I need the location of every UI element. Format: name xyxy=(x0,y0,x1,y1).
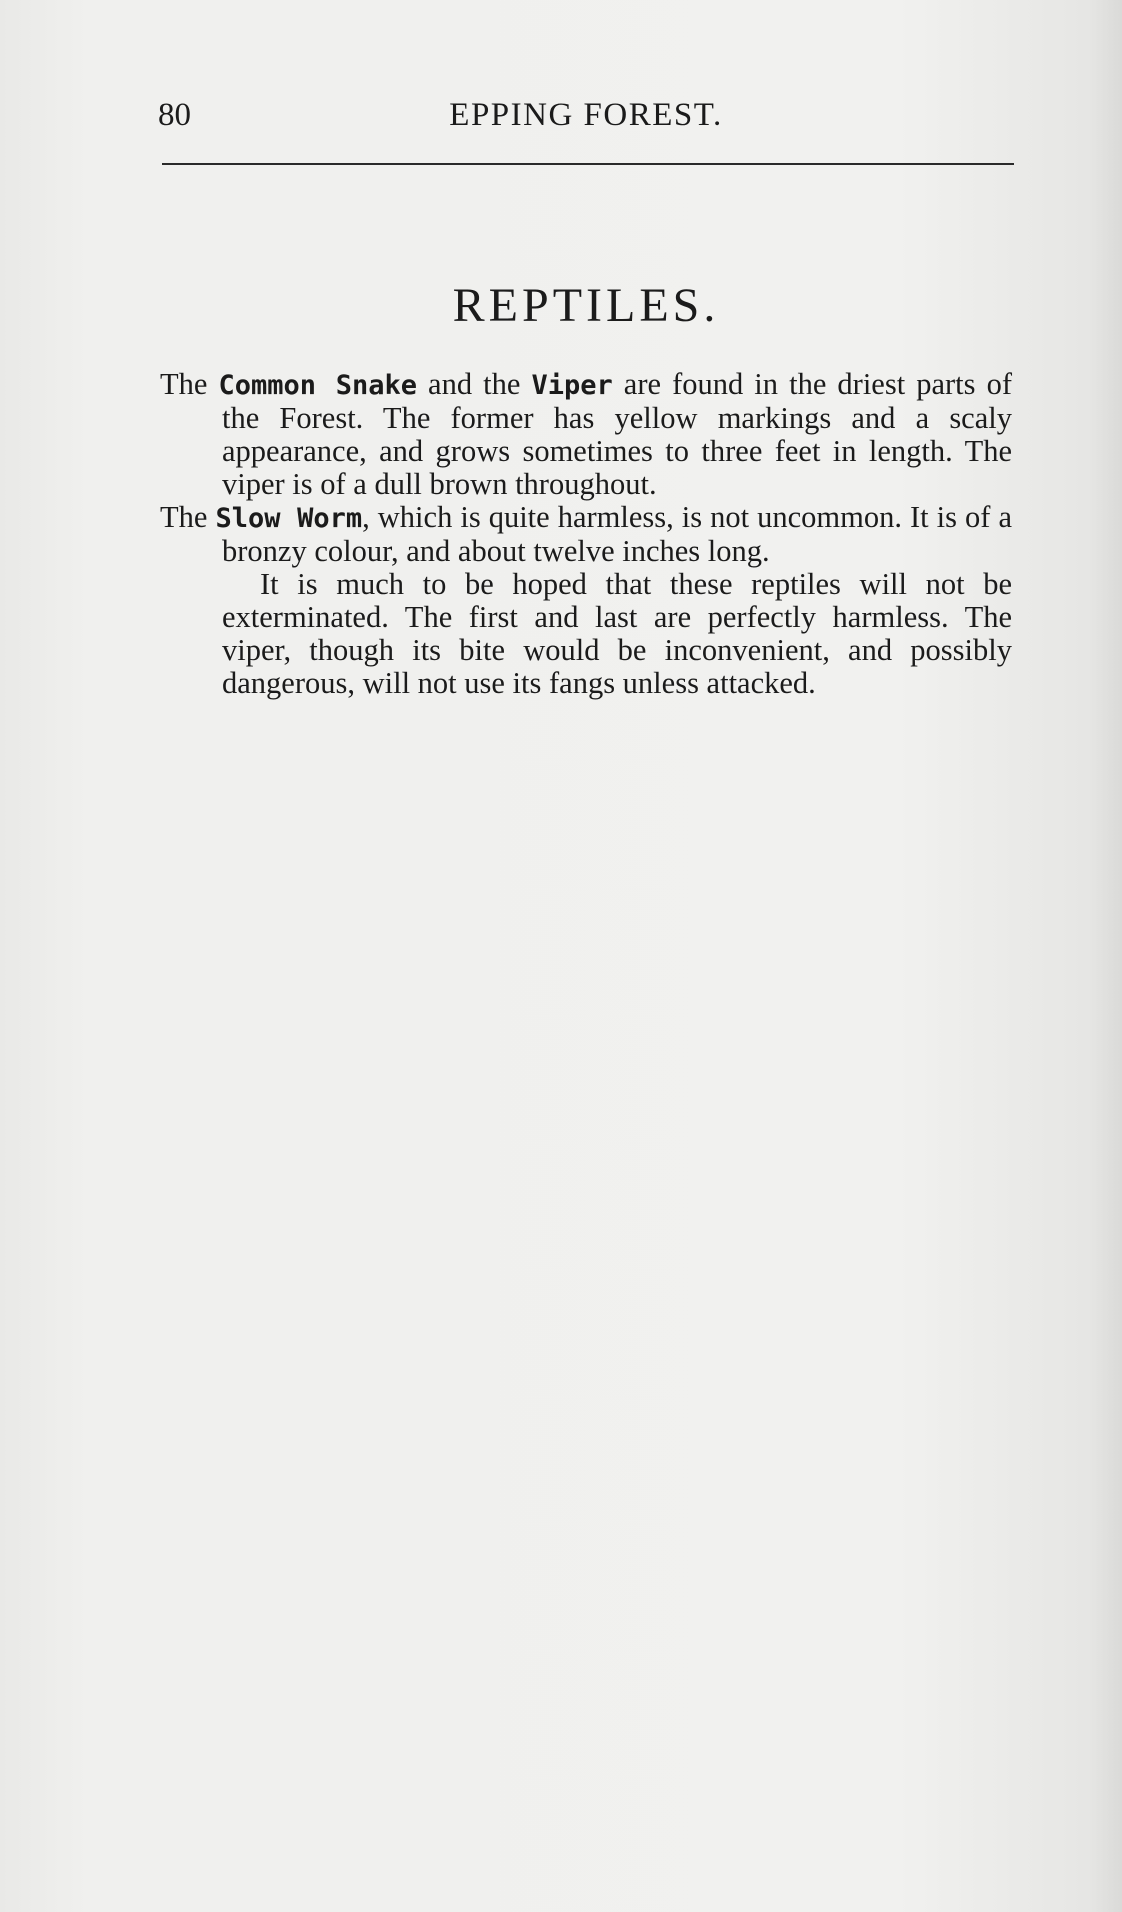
term-common-snake: Common Snake xyxy=(218,370,417,401)
entry-text: are found in the driest parts of the Forest. The former has yellow markings and a scaly appearance, and grows sometimes to three feet in length. The viper is of a dull brown throughout. xyxy=(222,367,1012,501)
term-viper: Viper xyxy=(531,370,613,401)
entry-connector: and the xyxy=(416,367,532,401)
header-rule xyxy=(162,163,1014,165)
page-number: 80 xyxy=(158,97,191,133)
page-header xyxy=(158,95,1014,139)
entry-lead: The xyxy=(160,367,219,401)
entry-text: , which is quite harmless, is not uncommon. It is of a bronzy colour, and about twelve inches long. xyxy=(222,500,1012,568)
entry-slow-worm xyxy=(160,501,1012,568)
closing-paragraph: It is much to be hoped that these reptiles will not be exterminated. The first and last are perfectly harmless. The viper, though its bite would be inconvenient, and possibly dangerous, will not use its fangs unless attacked. xyxy=(222,567,1012,700)
section-title: REPTILES. xyxy=(452,279,720,332)
entry-common-snake-viper xyxy=(160,368,1012,501)
body-text xyxy=(160,368,1012,700)
running-title: EPPING FOREST. xyxy=(449,97,723,133)
entry-lead: The xyxy=(160,500,216,534)
term-slow-worm: Slow Worm xyxy=(215,503,363,534)
